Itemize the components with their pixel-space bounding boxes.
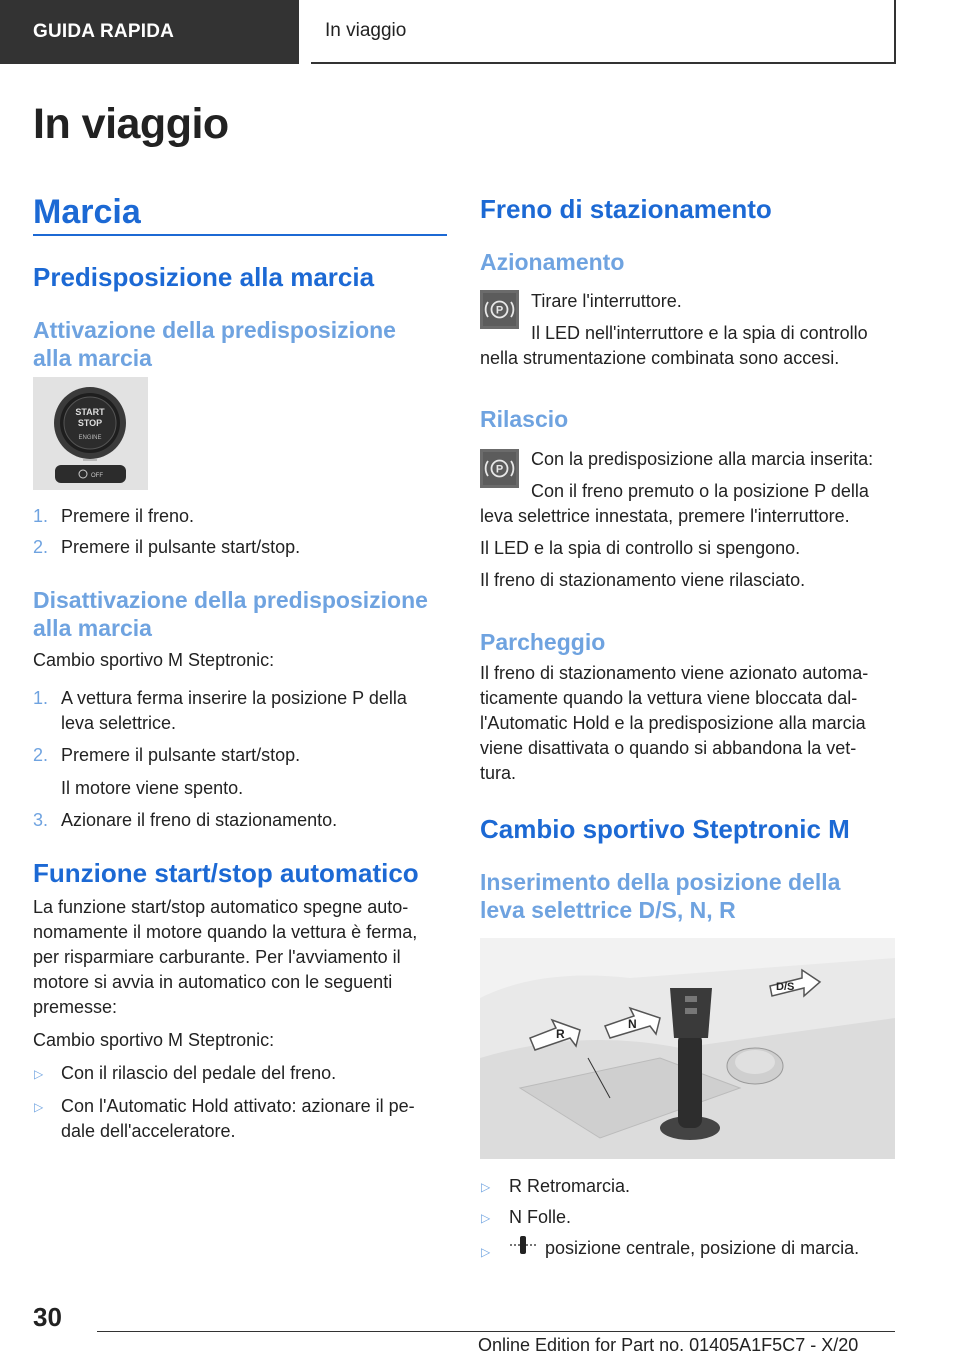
paragraph-line: premesse: xyxy=(33,997,118,1017)
bullet-triangle-icon: ▷ xyxy=(481,1245,491,1259)
gear-label-r: R xyxy=(556,1027,565,1041)
gear-label-n: N xyxy=(628,1017,637,1031)
paragraph-line: Il freno di stazionamento viene azionato automa- xyxy=(480,663,869,683)
heading-rilascio: Rilascio xyxy=(480,406,569,432)
bullet-text: Con l'Automatic Hold attivato: azionare il pe- xyxy=(61,1096,415,1116)
paragraph-line: Tirare l'interruttore. xyxy=(531,291,682,311)
step-text: leva selettrice. xyxy=(61,713,177,733)
heading-steptronic: Cambio sportivo Steptronic M xyxy=(480,814,850,844)
paragraph-line: l'Automatic Hold e la predisposizione alla marcia xyxy=(480,713,866,733)
step-number: 2. xyxy=(33,537,49,557)
paragraph-line: per risparmiare carburante. Per l'avviamento il xyxy=(33,947,401,967)
bullet-triangle-icon: ▷ xyxy=(481,1211,491,1225)
step-text: A vettura ferma inserire la posizione P della xyxy=(61,688,407,708)
paragraph-line: Con il freno premuto o la posizione P della xyxy=(531,481,869,501)
step-text: Premere il freno. xyxy=(61,506,195,526)
footer-rule xyxy=(97,1331,895,1332)
step-number: 1. xyxy=(33,506,49,526)
button-label-off: OFF xyxy=(91,473,103,479)
section-tab xyxy=(0,0,299,64)
svg-text:P: P xyxy=(495,463,504,476)
bullet-text: posizione centrale, posizione di marcia. xyxy=(545,1238,860,1258)
start-stop-button-image xyxy=(33,377,148,490)
paragraph-line: Il LED nell'interruttore e la spia di controllo xyxy=(531,323,868,343)
bullet-triangle-icon: ▷ xyxy=(34,1067,44,1081)
step-text: Premere il pulsante start/stop. xyxy=(61,745,301,765)
heading-start-stop-auto: Funzione start/stop automatico xyxy=(33,858,419,888)
bullet-triangle-icon: ▷ xyxy=(34,1100,44,1114)
parking-brake-icon xyxy=(480,449,519,488)
paragraph-line: ticamente quando la vettura viene bloccata dal- xyxy=(480,688,858,708)
paragraph-line: viene disattivata o quando si abbandona la vet- xyxy=(480,738,857,758)
bullet-text: N Folle. xyxy=(509,1207,572,1227)
button-label-stop: STOP xyxy=(77,418,103,428)
intro-text: Cambio sportivo M Steptronic: xyxy=(33,650,275,670)
button-label-engine: ENGINE xyxy=(78,435,102,441)
heading-attivazione: Attivazione della predisposizione alla marcia xyxy=(33,317,396,371)
paragraph-line: Con la predisposizione alla marcia inserita: xyxy=(531,449,874,469)
center-position-icon xyxy=(508,1234,538,1256)
gear-label-ds: D/S xyxy=(776,981,795,993)
page-number: 30 xyxy=(33,1302,62,1332)
step-text: Azionare il freno di stazionamento. xyxy=(61,810,338,830)
paragraph-line: nella strumentazione combinata sono accesi. xyxy=(480,348,840,368)
paragraph-line: leva selettrice innestata, premere l'interruttore. xyxy=(480,506,850,526)
bullet-text: R Retromarcia. xyxy=(509,1176,631,1196)
step-number: 3. xyxy=(33,810,49,830)
heading-marcia: Marcia xyxy=(33,193,141,231)
start-stop-icon xyxy=(33,377,148,490)
heading-inserimento: Inserimento della posizione della leva selettrice D/S, N, R xyxy=(480,869,841,923)
heading-freno: Freno di stazionamento xyxy=(480,194,772,224)
svg-text:P: P xyxy=(495,304,504,317)
chapter-label: In viaggio xyxy=(325,20,407,41)
page-title: In viaggio xyxy=(33,100,229,148)
heading-rule xyxy=(33,234,447,236)
bullet-text: dale dell'acceleratore. xyxy=(61,1121,236,1141)
heading-azionamento: Azionamento xyxy=(480,249,625,275)
gear-selector-image xyxy=(480,938,895,1159)
step-text: Il motore viene spento. xyxy=(61,778,244,798)
heading-disattivazione: Disattivazione della predisposizione alla marcia xyxy=(33,587,428,641)
parking-brake-icon xyxy=(480,290,519,329)
bullet-triangle-icon: ▷ xyxy=(481,1180,491,1194)
section-label: GUIDA RAPIDA xyxy=(33,21,175,42)
step-number: 2. xyxy=(33,745,49,765)
step-number: 1. xyxy=(33,688,49,708)
paragraph-line: nomamente il motore quando la vettura è ferma, xyxy=(33,922,418,942)
button-label-start: START xyxy=(75,407,105,417)
bullet-text: Con il rilascio del pedale del freno. xyxy=(61,1063,337,1083)
step-text: Premere il pulsante start/stop. xyxy=(61,537,301,557)
paragraph-line: Il LED e la spia di controllo si spengono. xyxy=(480,538,801,558)
footer-edition: Online Edition for Part no. 01405A1F5C7 - X/20 xyxy=(478,1335,859,1355)
paragraph-line: motore si avvia in automatico con le seguenti xyxy=(33,972,393,992)
heading-parcheggio: Parcheggio xyxy=(480,629,606,655)
paragraph-line: Il freno di stazionamento viene rilasciato. xyxy=(480,570,806,590)
chapter-header xyxy=(311,0,896,64)
heading-predisposizione: Predisposizione alla marcia xyxy=(33,262,375,292)
paragraph-line: La funzione start/stop automatico spegne auto- xyxy=(33,897,409,917)
paragraph-line: tura. xyxy=(480,763,517,783)
intro-text: Cambio sportivo M Steptronic: xyxy=(33,1030,275,1050)
